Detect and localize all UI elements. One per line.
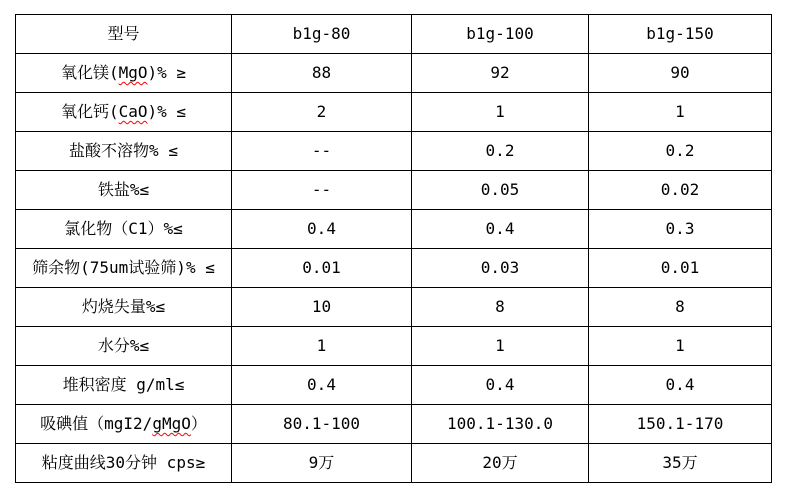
value-cell: 1 [412, 327, 589, 366]
label-text: )% ≤ [147, 102, 187, 122]
value-cell: 35万 [589, 444, 772, 483]
value-cell: 0.05 [412, 171, 589, 210]
label-text: 氧化钙( [60, 102, 119, 122]
label-text: 盐酸不溶物% ≤ [69, 141, 178, 161]
value-cell: 0.4 [589, 366, 772, 405]
row-label-cell [16, 327, 232, 366]
table-row [16, 54, 772, 93]
label-text: 水分%≤ [97, 336, 150, 356]
table-row [16, 249, 772, 288]
value-cell: 1 [589, 93, 772, 132]
table-row [16, 405, 772, 444]
value-cell: -- [232, 132, 412, 171]
row-label-cell [16, 132, 232, 171]
value-cell: 92 [412, 54, 589, 93]
value-cell: 0.01 [589, 249, 772, 288]
label-text: 吸碘值（mgI2/ [40, 414, 153, 434]
label-text: )% ≥ [147, 63, 187, 83]
spellcheck-flagged-text: MgO [118, 63, 148, 83]
table-row [16, 132, 772, 171]
table-row [16, 444, 772, 483]
row-label-cell [16, 366, 232, 405]
value-cell: 0.01 [232, 249, 412, 288]
value-cell: 0.4 [412, 366, 589, 405]
value-cell: 9万 [232, 444, 412, 483]
table-body [16, 54, 772, 483]
value-cell: 80.1-100 [232, 405, 412, 444]
value-cell: 20万 [412, 444, 589, 483]
value-cell: 0.2 [589, 132, 772, 171]
value-cell: 1 [412, 93, 589, 132]
column-header: b1g-80 [232, 15, 412, 54]
value-cell: 8 [412, 288, 589, 327]
value-cell: 1 [589, 327, 772, 366]
value-cell: 10 [232, 288, 412, 327]
spellcheck-flagged-text: CaO [118, 102, 148, 122]
header-row [16, 15, 772, 54]
row-label-cell [16, 171, 232, 210]
value-cell: 100.1-130.0 [412, 405, 589, 444]
spellcheck-flagged-text: gMgO [152, 414, 191, 434]
row-label-cell [16, 210, 232, 249]
row-label-cell [16, 405, 232, 444]
value-cell: 2 [232, 93, 412, 132]
label-text: 筛余物(75um试验筛)% ≤ [32, 258, 215, 278]
label-text: 氧化镁( [60, 63, 119, 83]
value-cell: 8 [589, 288, 772, 327]
value-cell: 88 [232, 54, 412, 93]
value-cell: -- [232, 171, 412, 210]
value-cell: 150.1-170 [589, 405, 772, 444]
value-cell: 1 [232, 327, 412, 366]
value-cell: 0.4 [232, 366, 412, 405]
label-text: ） [190, 414, 207, 434]
column-header: b1g-100 [412, 15, 589, 54]
column-header: b1g-150 [589, 15, 772, 54]
table-row [16, 366, 772, 405]
value-cell: 90 [589, 54, 772, 93]
row-label-cell [16, 54, 232, 93]
table-row [16, 93, 772, 132]
label-text: 粘度曲线30分钟 cps≥ [41, 453, 206, 473]
table-header [16, 15, 772, 54]
label-text: 氯化物（C1）%≤ [64, 219, 183, 239]
product-spec-table [15, 14, 772, 483]
value-cell: 0.4 [412, 210, 589, 249]
table-row [16, 327, 772, 366]
label-text: 堆积密度 g/ml≤ [62, 375, 185, 395]
row-label-cell [16, 93, 232, 132]
table-row [16, 171, 772, 210]
row-label-cell [16, 288, 232, 327]
label-text: 铁盐%≤ [97, 180, 150, 200]
row-label-cell [16, 444, 232, 483]
table-row [16, 210, 772, 249]
column-header-model: 型号 [16, 15, 232, 54]
value-cell: 0.4 [232, 210, 412, 249]
value-cell: 0.2 [412, 132, 589, 171]
value-cell: 0.02 [589, 171, 772, 210]
value-cell: 0.3 [589, 210, 772, 249]
label-text: 灼烧失量%≤ [81, 297, 166, 317]
row-label-cell [16, 249, 232, 288]
table-row [16, 288, 772, 327]
value-cell: 0.03 [412, 249, 589, 288]
